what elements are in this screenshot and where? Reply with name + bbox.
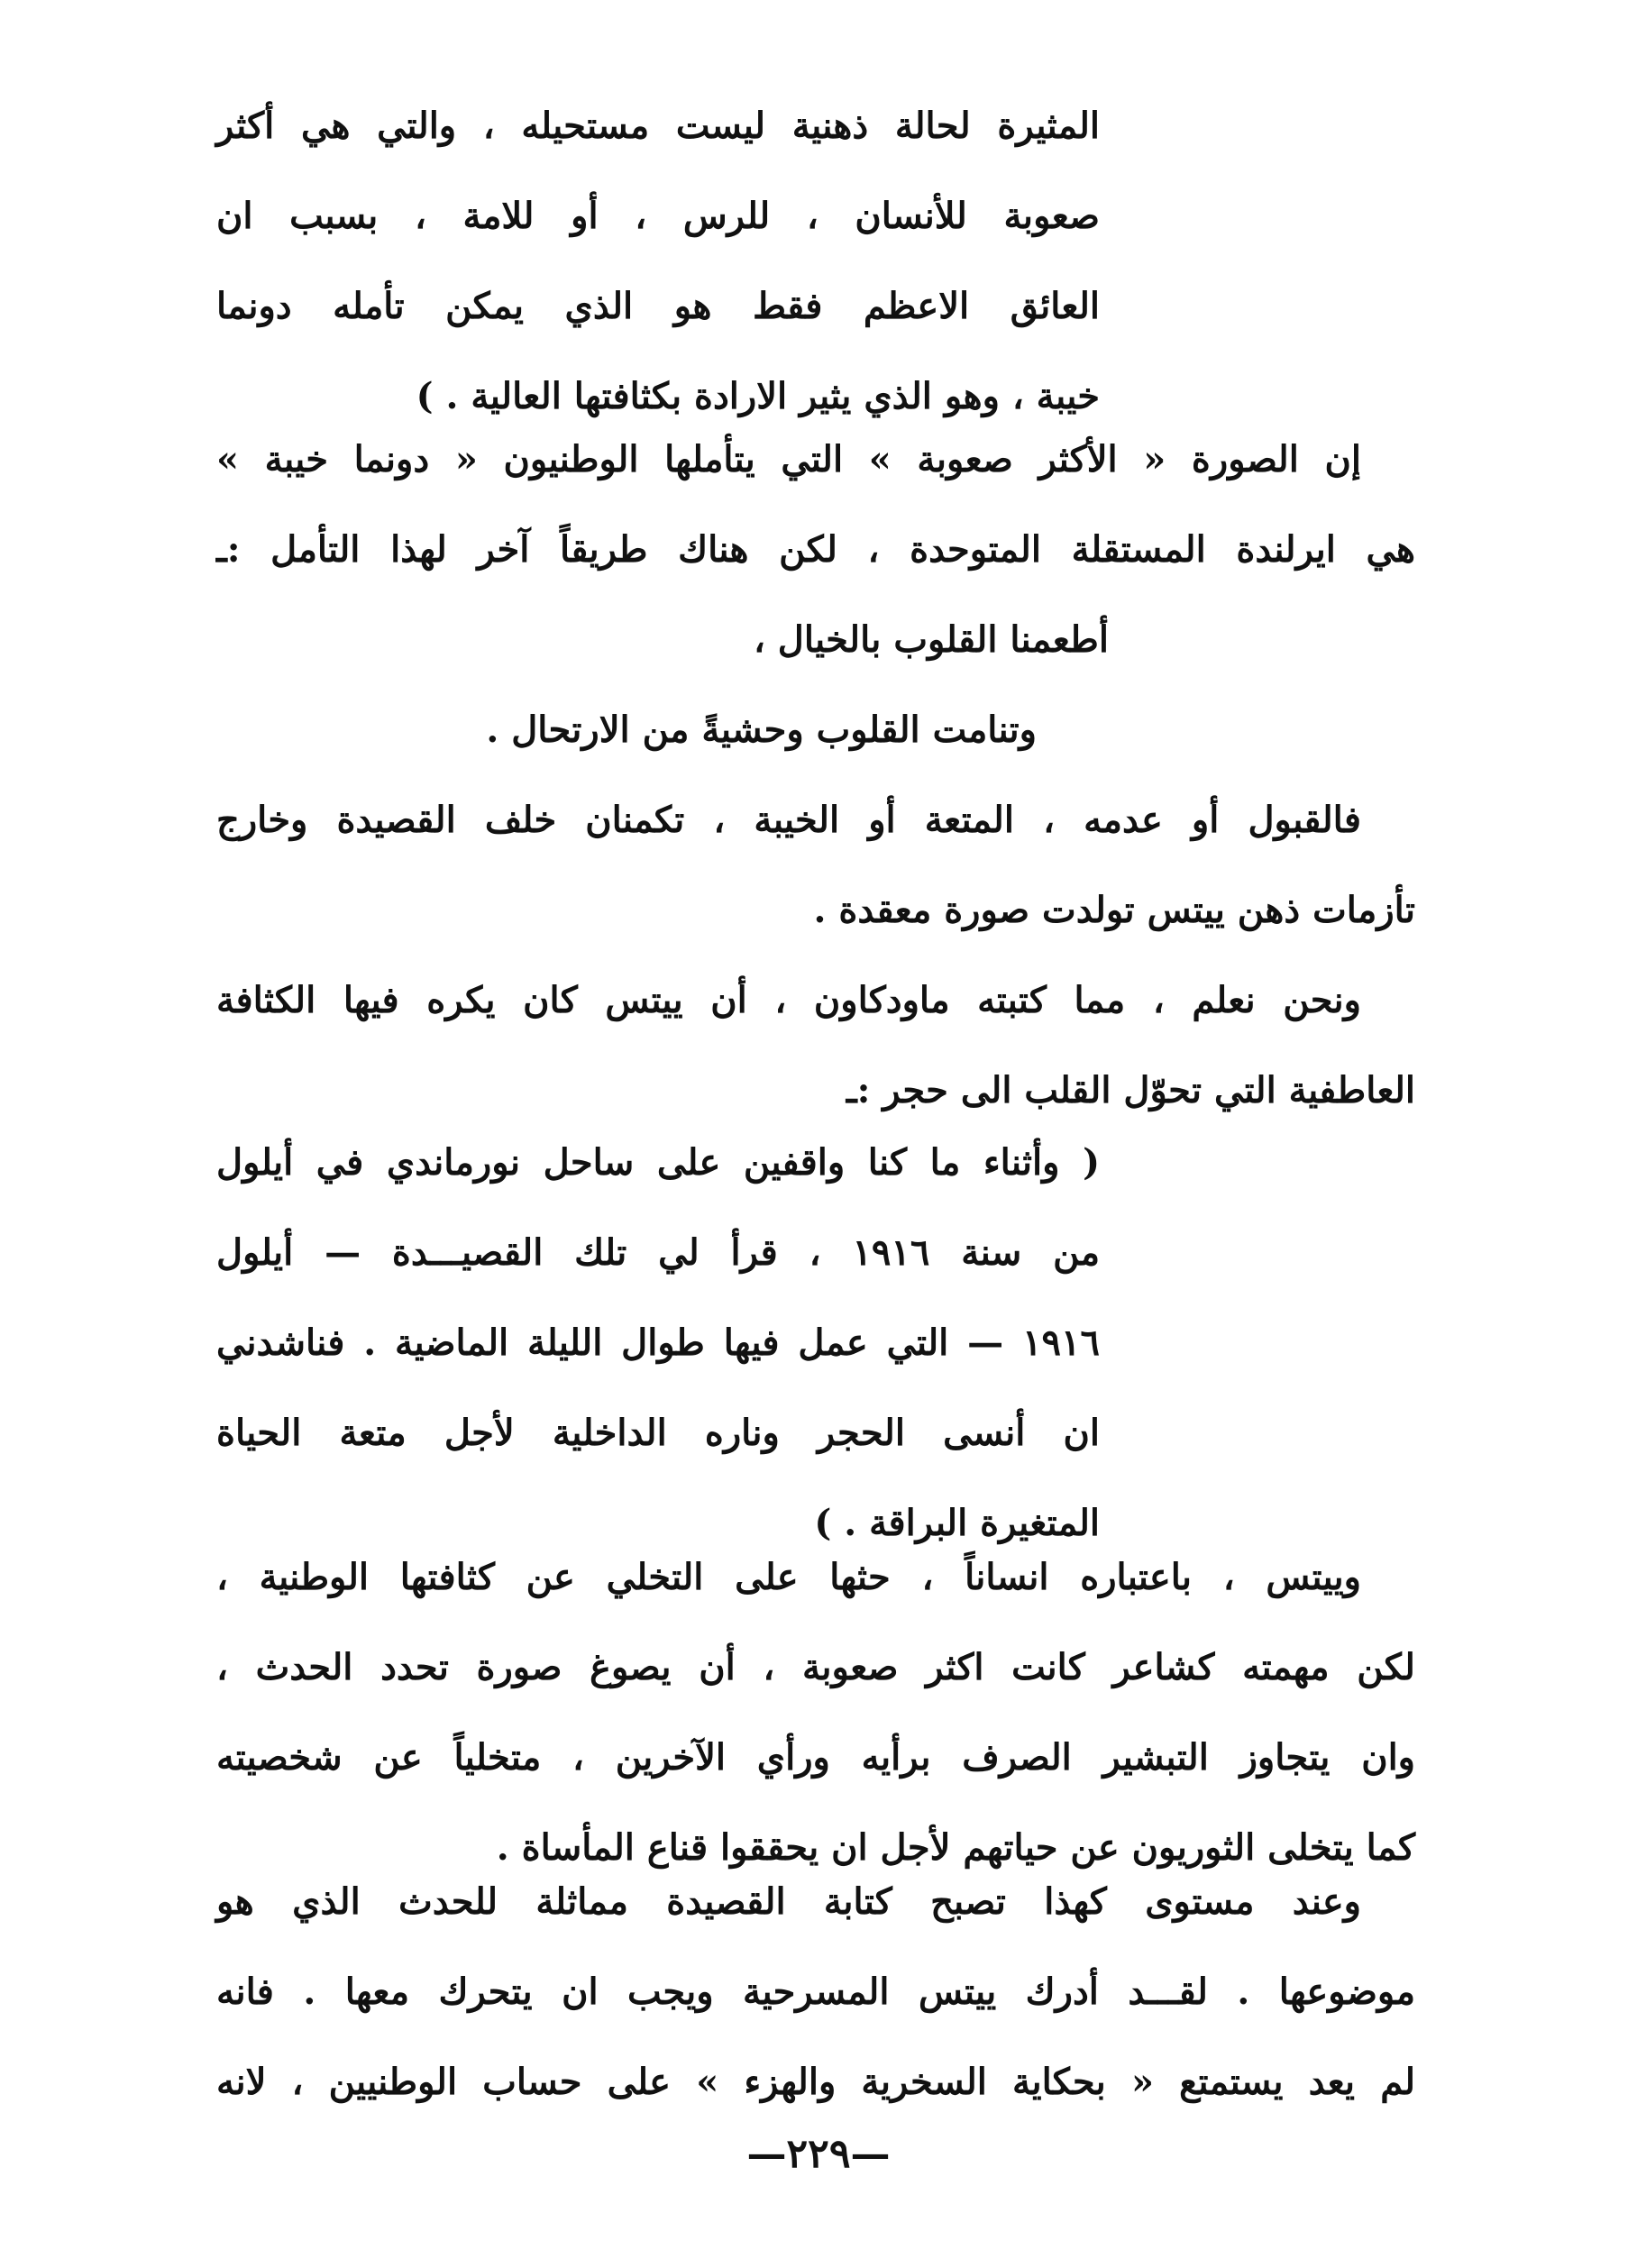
text-line: ونحن نعلم ، مما كتبته ماودكاون ، أن ييتس كان يكره فيها الكثافة xyxy=(216,979,1361,1021)
paragraph-5 xyxy=(216,1857,1415,2127)
text-line: ان أنسى الحجر وناره الداخلية لأجل متعة الحياة xyxy=(216,1412,1100,1454)
text-line: العائق الاعظم فقط هو الذي يمكن تأمله دونما xyxy=(216,285,1100,327)
paragraph-1 xyxy=(216,415,1415,595)
text-line: ١٩١٦ — التي عمل فيها طوال الليلة الماضية . فناشدني xyxy=(216,1321,1100,1364)
text-line: إن الصورة « الأكثر صعوبة » التي يتأملها الوطنيون « دونما خيبة » xyxy=(216,438,1361,480)
verse-2 xyxy=(216,685,1415,775)
text-line: من سنة ١٩١٦ ، قرأ لي تلك القصيـــدة — أيلول xyxy=(216,1231,1100,1274)
paragraph-2 xyxy=(216,775,1415,956)
paragraph-4 xyxy=(216,1532,1415,1893)
text-line: صعوبة للأنسان ، للرس ، أو للامة ، بسبب ان xyxy=(216,195,1100,237)
text-line: موضوعها . لقـــد أدرك ييتس المسرحية ويجب ان يتحرك معها . فانه xyxy=(216,1971,1415,2013)
text-line: خيبة ، وهو الذي يثير الارادة بكثافتها العالية . ) xyxy=(416,375,1100,417)
text-line: أطعمنا القلوب بالخيال ، xyxy=(753,618,1109,661)
text-line: المتغيرة البراقة . ) xyxy=(814,1502,1100,1544)
text-line: لم يعد يستمتع « بحكاية السخرية والهزء » على حساب الوطنيين ، لانه xyxy=(216,2061,1415,2103)
text-line: المثيرة لحالة ذهنية ليست مستحيله ، والتي هي أكثر xyxy=(216,105,1100,147)
verse-1 xyxy=(216,595,1415,685)
text-line: هي ايرلندة المستقلة المتوحدة ، لكن هناك طريقاً آخر لهذا التأمل :ـ xyxy=(216,528,1415,571)
text-line: تأزمات ذهن ييتس تولدت صورة معقدة . xyxy=(813,889,1415,931)
text-line: وييتس ، باعتباره انساناً ، حثها على التخلي عن كثافتها الوطنية ، xyxy=(216,1556,1361,1598)
mitchell-quote xyxy=(216,1118,1100,1568)
text-line: كما يتخلى الثوريون عن حياتهم لأجل ان يحققوا قناع المأساة . xyxy=(496,1826,1415,1869)
text-line: وعند مستوى كهذا تصبح كتابة القصيدة مماثلة للحدث الذي هو xyxy=(216,1880,1361,1923)
text-line: لكن مهمته كشاعر كانت اكثر صعوبة ، أن يصوغ صورة تحدد الحدث ، xyxy=(216,1646,1415,1688)
text-line: العاطفية التي تحوّل القلب الى حجر :ـ xyxy=(846,1069,1415,1111)
text-line: فالقبول أو عدمه ، المتعة أو الخيبة ، تكمنان خلف القصيدة وخارج xyxy=(216,799,1361,841)
paragraph-3 xyxy=(216,956,1415,1136)
text-line: وان يتجاوز التبشير الصرف برأيه ورأي الآخرين ، متخلياً عن شخصيته xyxy=(216,1736,1415,1779)
text-line: ( وأثناء ما كنا واقفين على ساحل نورماندي في أيلول xyxy=(216,1141,1100,1184)
opening-quote xyxy=(216,81,1100,442)
text-line: وتنامت القلوب وحشيةً من الارتحال . xyxy=(486,709,1037,751)
page-number: —٢٢٩— xyxy=(746,2131,891,2177)
